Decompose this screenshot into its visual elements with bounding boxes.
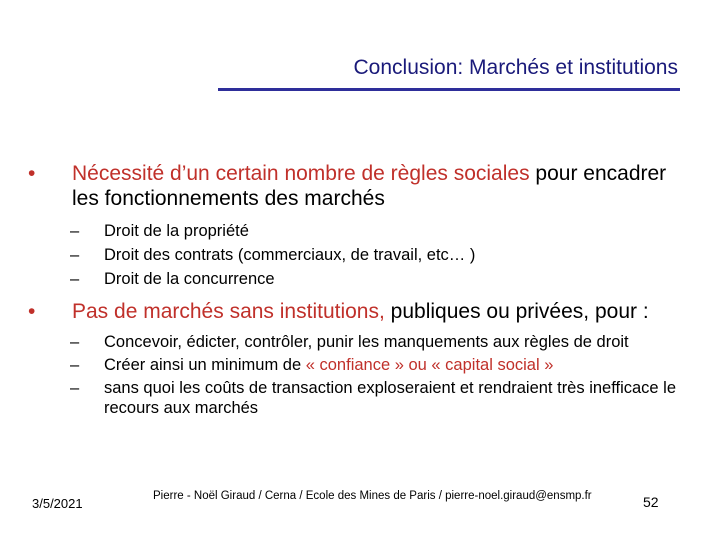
title-underline (218, 88, 680, 91)
sub-item-text: Créer ainsi un minimum de (104, 356, 306, 374)
sub-item-text: Droit de la propriété (104, 222, 249, 240)
footer-author: Pierre - Noël Giraud / Cerna / Ecole des Mines de Paris / pierre-noel.giraud@ensmp.fr (153, 490, 592, 502)
list-item (28, 378, 688, 418)
page-number: 52 (643, 494, 659, 510)
bullet-2 (28, 299, 688, 324)
list-item (28, 219, 688, 243)
sub-item-text: Concevoir, édicter, contrôler, punir les manquements aux règles de droit (104, 333, 629, 351)
bullet-mark: • (28, 300, 36, 323)
sub-item-text: Droit de la concurrence (104, 270, 275, 288)
bullet-2-text: publiques ou privées, pour : (384, 300, 649, 323)
dash-mark: – (70, 333, 80, 351)
bullet-1-text: pour encadrer les fonctionnements des marchés (72, 162, 667, 210)
sub-item-text: Droit des contrats (commerciaux, de travail, etc… ) (104, 246, 476, 264)
slide-title: Conclusion: Marchés et institutions (353, 56, 678, 79)
bullet-1-sublist (28, 219, 688, 291)
list-item (28, 267, 688, 291)
bullet-mark: • (28, 162, 36, 185)
slide-body (28, 161, 688, 421)
sub-item-text: sans quoi les coûts de transaction exploseraient et rendraient très inefficace le recours aux marchés (104, 379, 677, 417)
bullet-2-highlight: Pas de marchés sans institutions, (72, 300, 385, 323)
dash-mark: – (70, 356, 80, 374)
footer-date: 3/5/2021 (32, 496, 83, 511)
dash-mark: – (70, 222, 80, 240)
dash-mark: – (70, 246, 80, 264)
list-item (28, 332, 688, 352)
sub-item-highlight: « confiance » ou « capital social » (305, 356, 554, 374)
dash-mark: – (70, 270, 80, 288)
bullet-1-highlight: Nécessité d’un certain nombre de règles sociales (72, 162, 530, 185)
dash-mark: – (70, 379, 80, 397)
list-item (28, 243, 688, 267)
bullet-1 (28, 161, 688, 211)
bullet-2-sublist (28, 332, 688, 418)
list-item (28, 355, 688, 375)
